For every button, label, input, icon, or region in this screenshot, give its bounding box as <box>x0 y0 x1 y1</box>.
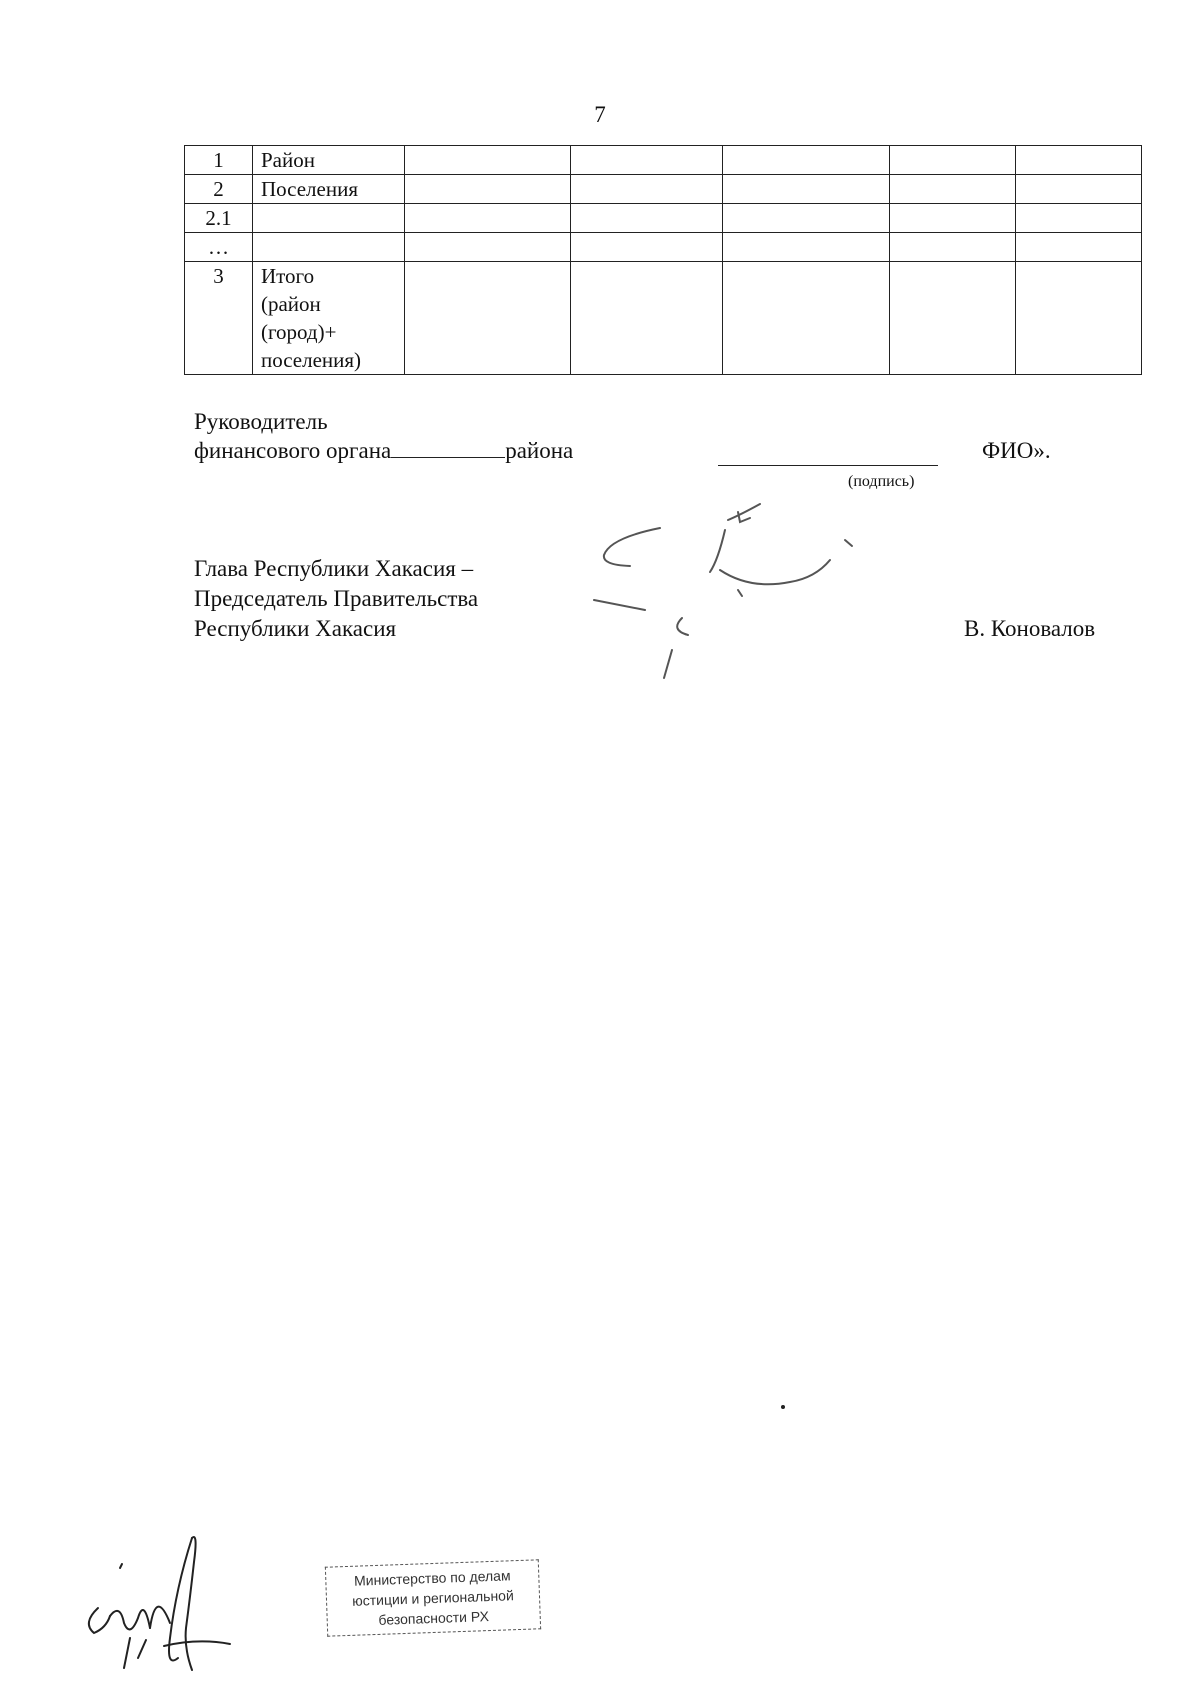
value-cell <box>1016 146 1142 175</box>
value-cell <box>404 204 570 233</box>
value-cell <box>723 233 890 262</box>
value-cell <box>570 204 723 233</box>
head-title-line1: Глава Республики Хакасия – <box>194 556 474 581</box>
row-name-cell: Поселения <box>252 175 404 204</box>
official-signature <box>590 500 910 700</box>
head-of-finance-label: Руководитель <box>194 409 328 434</box>
row-name-cell <box>252 204 404 233</box>
dot-mark <box>781 1405 785 1409</box>
signature-line <box>718 465 938 466</box>
value-cell <box>723 262 890 375</box>
row-number-cell: 1 <box>185 146 253 175</box>
value-cell <box>723 175 890 204</box>
value-cell <box>723 204 890 233</box>
initials-signature <box>80 1528 220 1678</box>
value-cell <box>890 262 1016 375</box>
head-name: В. Коновалов <box>964 616 1096 641</box>
value-cell <box>1016 262 1142 375</box>
signature-caption: (подпись) <box>848 473 915 490</box>
value-cell <box>570 146 723 175</box>
stamp-line1: Министерство по делам <box>353 1567 511 1589</box>
data-table <box>184 145 1142 375</box>
head-title-line2: Председатель Правительства <box>194 586 479 611</box>
ministry-stamp <box>325 1559 541 1636</box>
row-name-cell <box>252 233 404 262</box>
head-title-line3: Республики Хакасия <box>194 616 397 641</box>
value-cell <box>404 233 570 262</box>
value-cell <box>570 262 723 375</box>
table-row <box>185 233 1142 262</box>
table-row <box>185 262 1142 375</box>
finance-body-label: финансового органа <box>194 438 392 463</box>
district-blank-line <box>391 437 505 458</box>
row-name-cell: Итого (район (город)+ поселения) <box>252 262 404 375</box>
table-row <box>185 204 1142 233</box>
row-number-cell: … <box>185 233 253 262</box>
value-cell <box>404 175 570 204</box>
stamp-line2: юстиции и региональной <box>351 1587 515 1609</box>
table-row <box>185 146 1142 175</box>
stamp-line3: безопасности РХ <box>378 1608 490 1628</box>
district-label: района <box>505 438 574 463</box>
row-number-cell: 2 <box>185 175 253 204</box>
value-cell <box>570 175 723 204</box>
fio-label: ФИО». <box>982 438 1051 463</box>
row-number-cell: 3 <box>185 262 253 375</box>
value-cell <box>723 146 890 175</box>
table-row <box>185 175 1142 204</box>
value-cell <box>404 262 570 375</box>
value-cell <box>890 233 1016 262</box>
value-cell <box>890 146 1016 175</box>
page-number: 7 <box>594 102 606 127</box>
finance-body-line <box>194 436 573 466</box>
value-cell <box>890 204 1016 233</box>
value-cell <box>1016 233 1142 262</box>
row-name-cell: Район <box>252 146 404 175</box>
value-cell <box>404 146 570 175</box>
value-cell <box>1016 175 1142 204</box>
value-cell <box>1016 204 1142 233</box>
value-cell <box>890 175 1016 204</box>
value-cell <box>570 233 723 262</box>
row-number-cell: 2.1 <box>185 204 253 233</box>
